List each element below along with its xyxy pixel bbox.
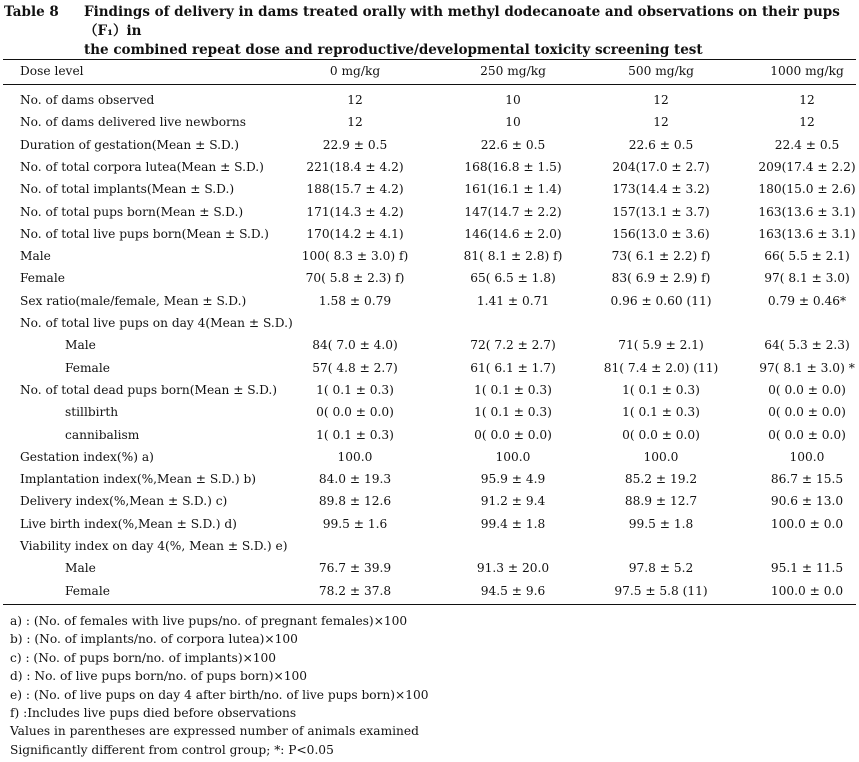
- row-cell: 0( 0.0 ± 0.0): [622, 427, 700, 442]
- row-cell: 57( 4.8 ± 2.7): [312, 360, 398, 375]
- row-cell: 76.7 ± 39.9: [318, 561, 392, 576]
- row-cell: 100.0: [495, 449, 531, 464]
- row-cell: 86.7 ± 15.5: [770, 472, 844, 487]
- table-row: [0, 401, 859, 423]
- footnote: a) : (No. of females with live pups/no. of pregnant females)×100: [10, 614, 408, 628]
- footnote: b) : (No. of implants/no. of corpora lutea)×100: [10, 632, 298, 647]
- row-cell: 168(16.8 ± 1.5): [464, 159, 562, 174]
- row-label: No. of total live pups on day 4(Mean ± S.D.): [20, 316, 293, 330]
- row-cell: 180(15.0 ± 2.6): [758, 182, 856, 197]
- footnote: Significantly different from control group; *: P<0.05: [10, 742, 334, 757]
- header-row: [0, 60, 859, 82]
- row-cell: 64( 5.3 ± 2.3): [764, 338, 850, 353]
- table-row: [0, 468, 859, 490]
- footnote: c) : (No. of pups born/no. of implants)×100: [10, 650, 277, 665]
- row-cell: 12: [653, 115, 669, 130]
- table-row: [0, 334, 859, 356]
- row-cell: 12: [799, 93, 815, 107]
- row-cell: 0( 0.0 ± 0.0): [316, 405, 394, 420]
- row-cell: 209(17.4 ± 2.2): [758, 159, 856, 174]
- row-cell: 1.41 ± 0.71: [476, 293, 550, 308]
- row-cell: 72( 7.2 ± 2.7): [470, 338, 556, 353]
- row-cell: 163(13.6 ± 3.1): [758, 226, 856, 241]
- row-label: No. of total implants(Mean ± S.D.): [20, 182, 235, 197]
- table-number: Table 8: [4, 4, 59, 20]
- row-cell: 12: [799, 115, 815, 130]
- row-cell: 99.4 ± 1.8: [480, 516, 546, 531]
- row-cell: 100.0: [643, 449, 679, 464]
- row-cell: 188(15.7 ± 4.2): [306, 182, 404, 197]
- row-cell: 100.0 ± 0.0: [770, 583, 844, 598]
- table-row: [0, 111, 859, 133]
- bottom-rule: [3, 604, 856, 605]
- header-rule: [3, 84, 856, 85]
- table-row: [0, 89, 859, 111]
- row-cell: 1( 0.1 ± 0.3): [622, 405, 700, 420]
- header-col-1000: 1000 mg/kg: [770, 64, 844, 78]
- row-cell: 0( 0.0 ± 0.0): [768, 405, 846, 420]
- row-cell: 0.79 ± 0.46*: [767, 293, 847, 308]
- table-row: [0, 312, 859, 334]
- table-row: [0, 513, 859, 535]
- row-cell: 84( 7.0 ± 4.0): [312, 338, 398, 353]
- row-cell: 97( 8.1 ± 3.0) *: [759, 360, 855, 375]
- row-cell: 91.3 ± 20.0: [476, 561, 550, 576]
- row-cell: 0.96 ± 0.60 (11): [610, 293, 712, 308]
- row-cell: 99.5 ± 1.8: [628, 516, 694, 531]
- row-label: Live birth index(%,Mean ± S.D.) d): [20, 516, 237, 531]
- row-cell: 22.6 ± 0.5: [628, 137, 694, 152]
- row-cell: 0( 0.0 ± 0.0): [474, 427, 552, 442]
- footnote: f) :Includes live pups died before observations: [10, 706, 297, 720]
- row-cell: 71( 5.9 ± 2.1): [618, 338, 704, 353]
- row-cell: 95.9 ± 4.9: [480, 472, 546, 487]
- row-cell: 65( 6.5 ± 1.8): [470, 271, 556, 286]
- row-cell: 156(13.0 ± 3.6): [612, 226, 710, 241]
- row-cell: 61( 6.1 ± 1.7): [470, 360, 556, 375]
- table-row: [0, 490, 859, 512]
- header-col-250: 250 mg/kg: [480, 64, 546, 78]
- table-row: [0, 557, 859, 579]
- row-cell: 147(14.7 ± 2.2): [464, 204, 562, 219]
- row-cell: 161(16.1 ± 1.4): [464, 182, 562, 197]
- row-cell: 157(13.1 ± 3.7): [612, 204, 710, 219]
- title-line-2: the combined repeat dose and reproductive/developmental toxicity screening test: [84, 42, 703, 58]
- row-label: Male: [65, 561, 96, 576]
- row-cell: 22.6 ± 0.5: [480, 137, 546, 152]
- row-label: No. of total dead pups born(Mean ± S.D.): [20, 382, 278, 397]
- row-label: Implantation index(%,Mean ± S.D.) b): [20, 472, 257, 487]
- table-row: [0, 267, 859, 289]
- row-cell: 1( 0.1 ± 0.3): [316, 427, 394, 442]
- row-cell: 10: [505, 115, 521, 130]
- row-cell: 90.6 ± 13.0: [770, 494, 844, 509]
- table-row: [0, 223, 859, 245]
- row-cell: 1( 0.1 ± 0.3): [316, 382, 394, 397]
- row-cell: 204(17.0 ± 2.7): [612, 159, 710, 174]
- row-label: Male: [20, 249, 51, 264]
- row-cell: 70( 5.8 ± 2.3) f): [305, 271, 405, 286]
- row-cell: 0( 0.0 ± 0.0): [768, 382, 846, 397]
- row-cell: 171(14.3 ± 4.2): [306, 204, 404, 219]
- row-label: Delivery index(%,Mean ± S.D.) c): [20, 494, 228, 509]
- row-cell: 163(13.6 ± 3.1): [758, 204, 856, 219]
- row-cell: 99.5 ± 1.6: [322, 516, 388, 531]
- row-cell: 85.2 ± 19.2: [624, 472, 698, 487]
- row-label: Male: [65, 338, 96, 353]
- row-cell: 22.9 ± 0.5: [322, 137, 388, 152]
- row-label: No. of dams observed: [20, 93, 155, 107]
- table-row: [0, 245, 859, 267]
- row-cell: 84.0 ± 19.3: [318, 472, 392, 487]
- row-label: Female: [65, 583, 110, 598]
- row-cell: 100.0 ± 0.0: [770, 516, 844, 531]
- row-cell: 94.5 ± 9.6: [480, 583, 546, 598]
- row-cell: 12: [347, 93, 363, 107]
- row-label: stillbirth: [65, 405, 119, 420]
- table-row: [0, 379, 859, 401]
- row-cell: 1( 0.1 ± 0.3): [474, 405, 552, 420]
- table-row: [0, 424, 859, 446]
- row-label: Female: [65, 360, 110, 375]
- header-col-0: 0 mg/kg: [329, 64, 381, 78]
- row-cell: 1.58 ± 0.79: [318, 293, 392, 308]
- row-label: Gestation index(%) a): [20, 449, 154, 464]
- row-cell: 100.0: [789, 449, 825, 464]
- row-cell: 0( 0.0 ± 0.0): [768, 427, 846, 442]
- table-row: [0, 446, 859, 468]
- row-cell: 170(14.2 ± 4.1): [306, 226, 404, 241]
- row-cell: 22.4 ± 0.5: [774, 137, 840, 152]
- row-cell: 1( 0.1 ± 0.3): [474, 382, 552, 397]
- footnote: d) : No. of live pups born/no. of pups born)×100: [10, 669, 308, 684]
- row-cell: 100.0: [337, 449, 373, 464]
- row-cell: 100( 8.3 ± 3.0) f): [301, 249, 409, 264]
- row-label: No. of total pups born(Mean ± S.D.): [20, 204, 244, 219]
- table-row: [0, 535, 859, 557]
- row-cell: 66( 5.5 ± 2.1): [764, 249, 850, 264]
- row-cell: 1( 0.1 ± 0.3): [622, 382, 700, 397]
- row-cell: 83( 6.9 ± 2.9) f): [611, 271, 711, 286]
- row-label: Sex ratio(male/female, Mean ± S.D.): [20, 293, 247, 308]
- row-cell: 97.5 ± 5.8 (11): [614, 583, 708, 598]
- row-label: Female: [20, 271, 65, 286]
- row-label: No. of total corpora lutea(Mean ± S.D.): [20, 159, 264, 174]
- table-row: [0, 156, 859, 178]
- row-cell: 12: [347, 115, 363, 130]
- footnote: Values in parentheses are expressed number of animals examined: [10, 724, 419, 739]
- table-row: [0, 290, 859, 312]
- title-line-1: Findings of delivery in dams treated orally with methyl dodecanoate and observations on their pups（F₁）in: [84, 4, 840, 39]
- row-label: No. of total live pups born(Mean ± S.D.): [20, 226, 269, 241]
- table-row: [0, 178, 859, 200]
- row-cell: 173(14.4 ± 3.2): [612, 182, 710, 197]
- row-cell: 146(14.6 ± 2.0): [464, 226, 562, 241]
- row-cell: 91.2 ± 9.4: [480, 494, 546, 509]
- row-cell: 10: [505, 93, 521, 107]
- row-cell: 73( 6.1 ± 2.2) f): [611, 249, 711, 264]
- row-cell: 78.2 ± 37.8: [318, 583, 392, 598]
- table-row: [0, 201, 859, 223]
- table-row: [0, 134, 859, 156]
- header-col-500: 500 mg/kg: [628, 64, 694, 78]
- row-cell: 97( 8.1 ± 3.0): [764, 271, 850, 286]
- table-row: [0, 357, 859, 379]
- header-label: Dose level: [20, 64, 84, 78]
- row-cell: 95.1 ± 11.5: [770, 561, 844, 576]
- row-cell: 12: [653, 93, 669, 107]
- row-cell: 88.9 ± 12.7: [624, 494, 698, 509]
- row-cell: 89.8 ± 12.6: [318, 494, 392, 509]
- row-cell: 81( 8.1 ± 2.8) f): [463, 249, 563, 264]
- row-cell: 97.8 ± 5.2: [628, 561, 694, 576]
- row-label: Duration of gestation(Mean ± S.D.): [20, 137, 239, 152]
- row-label: No. of dams delivered live newborns: [20, 115, 246, 130]
- row-cell: 221(18.4 ± 4.2): [306, 159, 404, 174]
- table-row: [0, 580, 859, 602]
- row-cell: 81( 7.4 ± 2.0) (11): [603, 360, 719, 375]
- row-label: cannibalism: [65, 427, 140, 442]
- footnote: e) : (No. of live pups on day 4 after birth/no. of live pups born)×100: [10, 687, 429, 702]
- row-label: Viability index on day 4(%, Mean ± S.D.) e): [20, 539, 288, 553]
